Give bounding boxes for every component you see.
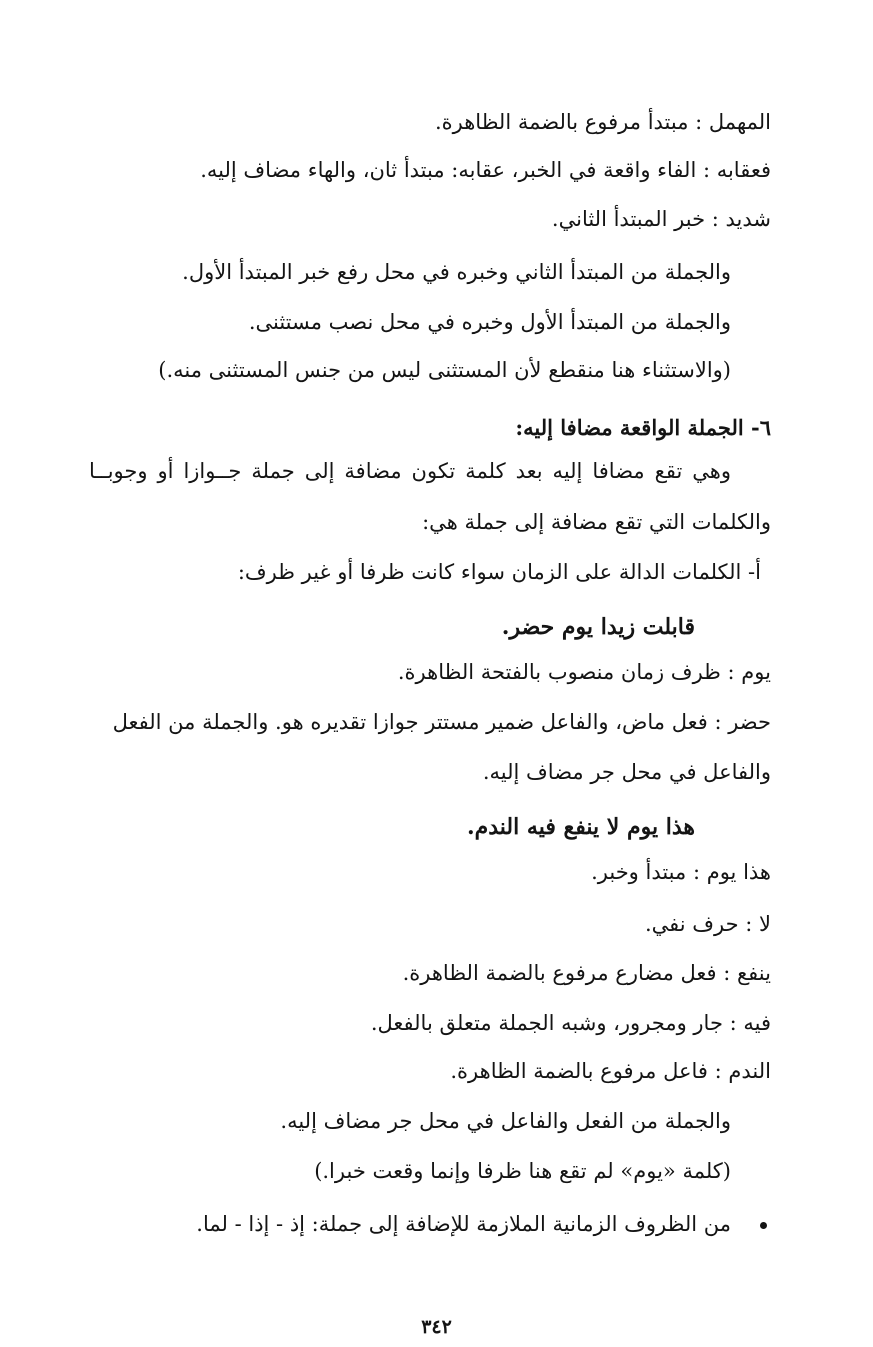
text-line-jumla-jarr: والجملة من الفعل والفاعل في محل جر مضاف إليه. [280, 1109, 731, 1133]
page-number: ٣٤٢ [421, 1316, 452, 1338]
text-line-la: لا : حرف نفي. [644, 912, 771, 936]
text-line-nadam: الندم : فاعل مرفوع بالضمة الظاهرة. [450, 1059, 771, 1083]
text-line-hadha-yawm: هذا يوم : مبتدأ وخبر. [591, 860, 771, 884]
text-line-faiqabuh: فعقابه : الفاء واقعة في الخبر، عقابه: مبتدأ ثان، والهاء مضاف إليه. [200, 158, 771, 182]
text-line-jumla-nasb: والجملة من المبتدأ الأول وخبره في محل نصب مستثنى. [248, 310, 731, 334]
example-qabaltu: قابلت زيدا يوم حضر. [501, 614, 695, 640]
example-hadha-yawm: هذا يوم لا ينفع فيه الندم. [466, 814, 695, 840]
bullet-icon [760, 1222, 767, 1229]
text-line-wahiya: وهي تقع مضافا إليه بعد كلمة تكون مضافة إلى جملة جــوازا أو وجوبــا [89, 459, 731, 483]
text-line-istithna-note: (والاستثناء هنا منقطع لأن المستثنى ليس من جنس المستثنى منه.) [158, 358, 731, 382]
text-line-kalima-yawm: (كلمة «يوم» لم تقع هنا ظرفا وإنما وقعت خبرا.) [314, 1159, 731, 1183]
text-line-fihi: فيه : جار ومجرور، وشبه الجملة متعلق بالفعل. [370, 1011, 771, 1035]
text-line-hadara: حضر : فعل ماض، والفاعل ضمير مستتر جوازا تقديره هو. والجملة من الفعل [112, 710, 771, 734]
text-line-shadid: شديد : خبر المبتدأ الثاني. [551, 207, 771, 231]
section-heading-6: ٦- الجملة الواقعة مضافا إليه: [515, 415, 771, 440]
text-line-yanfa: ينفع : فعل مضارع مرفوع بالضمة الظاهرة. [402, 961, 771, 985]
text-line-alif: أ- الكلمات الدالة على الزمان سواء كانت ظرفا أو غير ظرف: [237, 560, 761, 584]
text-line-kalimat: والكلمات التي تقع مضافة إلى جملة هي: [422, 510, 771, 534]
text-line-mohmal: المهمل : مبتدأ مرفوع بالضمة الظاهرة. [434, 110, 771, 134]
text-line-yawm: يوم : ظرف زمان منصوب بالفتحة الظاهرة. [397, 660, 771, 684]
text-line-wal-fail: والفاعل في محل جر مضاف إليه. [482, 760, 771, 784]
text-line-zuruf: من الظروف الزمانية الملازمة للإضافة إلى جملة: إذ - إذا - لما. [196, 1212, 731, 1236]
text-line-jumla-raf: والجملة من المبتدأ الثاني وخبره في محل رفع خبر المبتدأ الأول. [182, 260, 731, 284]
